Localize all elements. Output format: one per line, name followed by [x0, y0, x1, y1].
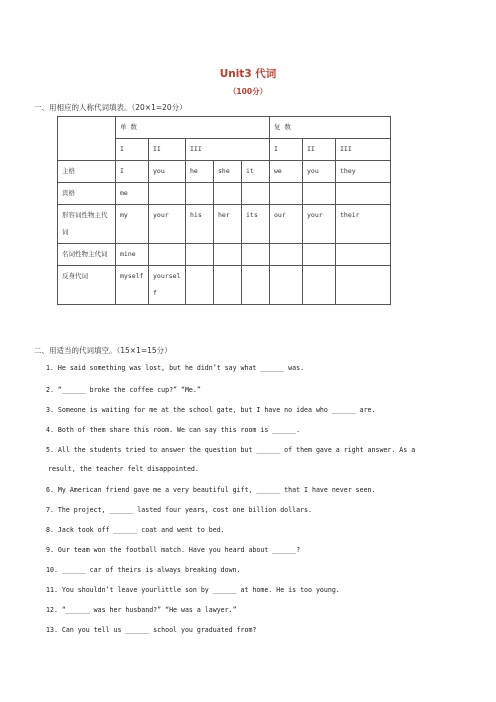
table-cell: you	[303, 161, 336, 183]
table-cell	[214, 183, 242, 205]
person-header: II	[149, 139, 186, 161]
question-item: 11. You shouldn’t leave yourlittle son by ______ at home. He is too young.	[46, 586, 340, 594]
table-cell	[186, 244, 214, 266]
person-header: I	[116, 139, 149, 161]
table-cell: your	[149, 205, 186, 244]
table-cell	[336, 266, 391, 305]
table-cell	[303, 244, 336, 266]
table-cell: you	[149, 161, 186, 183]
table-cell: it	[242, 161, 270, 183]
question-item: 12. “______ was her husband?” “He was a lawyer.”	[46, 606, 237, 614]
table-cell	[242, 244, 270, 266]
singular-header: 单 数	[116, 117, 270, 139]
section-1-heading: 一、用相应的人称代词填表。（20×1=20分）	[34, 103, 187, 112]
table-cell: he	[186, 161, 214, 183]
table-cell: she	[214, 161, 242, 183]
table-cell: my	[116, 205, 149, 244]
table-cell	[336, 183, 391, 205]
table-row	[58, 161, 391, 183]
table-cell: his	[186, 205, 214, 244]
person-header: II	[303, 139, 336, 161]
table-cell: yourself	[149, 266, 186, 305]
person-header: III	[336, 139, 391, 161]
row-label: 主格	[58, 161, 116, 183]
table-corner	[58, 117, 116, 161]
table-cell	[336, 244, 391, 266]
table-cell	[242, 183, 270, 205]
table-row	[58, 205, 391, 244]
row-label: 名词性物主代词	[58, 244, 116, 266]
score-note: （100分）	[228, 87, 268, 96]
question-item: 9. Our team won the football match. Have you heard about ______?	[46, 546, 301, 554]
question-item: 3. Someone is waiting for me at the school gate, but I have no idea who ______ are.	[46, 406, 376, 414]
question-continuation: result, the teacher felt disappointed.	[48, 465, 199, 473]
table-cell: we	[270, 161, 303, 183]
table-cell: mine	[116, 244, 149, 266]
section-2-heading: 二、用适当的代词填空。（15×1=15分）	[34, 346, 172, 355]
pronoun-table	[57, 116, 391, 305]
table-cell: her	[214, 205, 242, 244]
row-label: 形容词性物主代词	[58, 205, 116, 244]
page-title: Unit3 代词	[219, 68, 277, 80]
table-cell: me	[116, 183, 149, 205]
question-item: 1. He said something was lost, but he didn’t say what ______ was.	[46, 364, 305, 372]
table-cell	[149, 244, 186, 266]
table-cell	[242, 266, 270, 305]
table-cell	[214, 244, 242, 266]
table-row	[58, 183, 391, 205]
table-cell: I	[116, 161, 149, 183]
table-cell: they	[336, 161, 391, 183]
table-cell	[186, 183, 214, 205]
table-row	[58, 266, 391, 305]
question-item: 4. Both of them share this room. We can say this room is ______.	[46, 426, 301, 434]
table-cell: its	[242, 205, 270, 244]
table-cell: your	[303, 205, 336, 244]
row-label: 宾格	[58, 183, 116, 205]
table-cell	[303, 183, 336, 205]
table-cell: our	[270, 205, 303, 244]
question-item: 5. All the students tried to answer the question but ______ of them gave a right answer. As a	[46, 446, 416, 454]
person-header: I	[270, 139, 303, 161]
row-label: 反身代词	[58, 266, 116, 305]
table-cell	[186, 266, 214, 305]
question-item: 7. The project, ______ lasted four years, cost one billion dollars.	[46, 506, 312, 514]
question-item: 8. Jack took off ______ coat and went to bed.	[46, 526, 225, 534]
question-item: 6. My American friend gave me a very beautiful gift, ______ that I have never seen.	[46, 486, 376, 494]
table-cell	[270, 266, 303, 305]
table-cell	[270, 244, 303, 266]
table-cell	[303, 266, 336, 305]
question-item: 10. ______ car of theirs is always breaking down.	[46, 566, 241, 574]
table-row	[58, 244, 391, 266]
table-cell: their	[336, 205, 391, 244]
question-item: 13. Can you tell us ______ school you graduated from?	[46, 626, 257, 634]
plural-header: 复 数	[270, 117, 391, 139]
table-cell	[149, 183, 186, 205]
question-item: 2. “______ broke the coffee cup?” “Me.”	[46, 386, 201, 394]
table-cell	[270, 183, 303, 205]
table-cell	[214, 266, 242, 305]
table-cell: myself	[116, 266, 149, 305]
person-header: III	[186, 139, 270, 161]
table-row	[58, 117, 391, 139]
